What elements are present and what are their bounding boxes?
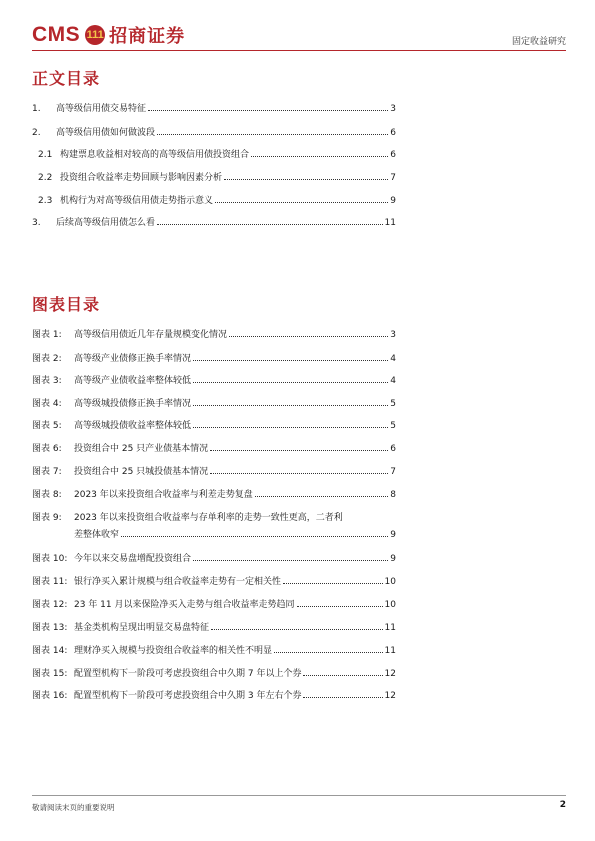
toc-leader-dots xyxy=(193,405,388,406)
figure-entry-page: 11 xyxy=(384,646,396,656)
figure-entry-number: 图表 7: xyxy=(32,467,62,477)
footer-disclaimer: 敬请阅读末页的重要说明 xyxy=(32,803,115,812)
figure-entry[interactable] xyxy=(32,395,396,409)
figure-entry-title: 今年以来交易盘增配投资组合 xyxy=(74,554,192,564)
figure-entry-number: 图表 8: xyxy=(32,490,62,500)
toc-entry-number: 2.2 xyxy=(38,173,53,183)
toc-leader-dots xyxy=(251,156,388,157)
figure-entry-page: 4 xyxy=(390,354,396,364)
toc-entry-title: 高等级信用债交易特征 xyxy=(56,104,147,114)
figure-list-title: 图表目录 xyxy=(32,295,101,314)
figure-entry-title: 配置型机构下一阶段可考虑投资组合中久期 7 年以上个券 xyxy=(74,669,302,679)
toc-leader-dots xyxy=(211,629,383,630)
figure-entry-page: 5 xyxy=(390,421,396,431)
figure-entry[interactable] xyxy=(32,417,396,431)
figure-entry-title: 基金类机构呈现出明显交易盘特征 xyxy=(74,623,210,633)
footer-divider xyxy=(32,795,566,796)
figure-entry-number: 图表 11: xyxy=(32,577,68,587)
figure-entry-title: 配置型机构下一阶段可考虑投资组合中久期 3 年左右个券 xyxy=(74,691,302,701)
figure-entry[interactable] xyxy=(32,350,396,364)
figure-entry-title: 高等级城投债收益率整体较低 xyxy=(74,421,192,431)
toc-entry-title: 高等级信用债如何做波段 xyxy=(56,128,156,138)
toc-leader-dots xyxy=(157,224,383,225)
figure-entry-title: 高等级产业债收益率整体较低 xyxy=(74,376,192,386)
figure-entry[interactable] xyxy=(32,642,396,656)
toc-title: 正文目录 xyxy=(32,69,101,88)
toc-entry-title: 机构行为对高等级信用债走势指示意义 xyxy=(60,196,214,206)
toc-leader-dots xyxy=(193,360,388,361)
toc-leader-dots xyxy=(215,202,388,203)
figure-entry-title: 投资组合中 25 只城投债基本情况 xyxy=(74,467,209,477)
figure-entry-number: 图表 10: xyxy=(32,554,68,564)
figure-entry-title: 理财净买入规模与投资组合收益率的相关性不明显 xyxy=(74,646,273,656)
figure-entry-title: 2023 年以来投资组合收益率与利差走势复盘 xyxy=(74,490,253,500)
toc-leader-dots xyxy=(210,473,388,474)
toc-leader-dots xyxy=(303,697,382,698)
figure-entry-page: 8 xyxy=(390,490,396,500)
figure-entry-number: 图表 14: xyxy=(32,646,68,656)
figure-entry-page: 12 xyxy=(384,691,396,701)
figure-entry-title: 2023 年以来投资组合收益率与存单利率的走势一致性更高，二者利 xyxy=(74,513,343,523)
cms-logo xyxy=(32,22,185,48)
page-header xyxy=(32,18,566,48)
figure-entry-page: 12 xyxy=(384,669,396,679)
figure-entry-number: 图表 4: xyxy=(32,399,62,409)
figure-entry[interactable] xyxy=(32,619,396,633)
toc-leader-dots xyxy=(193,382,388,383)
figure-entry[interactable] xyxy=(32,510,396,542)
figure-entry-number: 图表 9: xyxy=(32,513,62,523)
page-number: 2 xyxy=(559,800,566,810)
toc-leader-dots xyxy=(121,536,388,537)
figure-entry[interactable] xyxy=(32,326,396,340)
toc-entry-number: 2.3 xyxy=(38,196,53,206)
figure-entry-number: 图表 15: xyxy=(32,669,68,679)
figure-entry[interactable] xyxy=(32,596,396,610)
figure-entry-number: 图表 16: xyxy=(32,691,68,701)
toc-entry-number: 3. xyxy=(32,218,41,228)
figure-entry-title: 高等级信用债近几年存量规模变化情况 xyxy=(74,330,228,340)
figure-entry-title-cont: 差整体收窄 xyxy=(74,530,120,540)
figure-entry[interactable] xyxy=(32,665,396,679)
toc-leader-dots xyxy=(224,179,388,180)
toc-entry-page: 7 xyxy=(390,173,396,183)
toc-leader-dots xyxy=(229,336,388,337)
toc-entry-page: 6 xyxy=(390,128,396,138)
figure-entry-number: 图表 13: xyxy=(32,623,68,633)
toc-entry-page: 9 xyxy=(390,196,396,206)
toc-entry[interactable] xyxy=(32,146,396,160)
figure-entry-number: 图表 3: xyxy=(32,376,62,386)
toc-entry-number: 2.1 xyxy=(38,150,53,160)
toc-entry[interactable] xyxy=(32,100,396,114)
toc-leader-dots xyxy=(283,583,383,584)
toc-leader-dots xyxy=(274,652,383,653)
figure-entry-number: 图表 6: xyxy=(32,444,62,454)
logo-badge-icon: 111 xyxy=(85,25,105,45)
figure-entry-number: 图表 12: xyxy=(32,600,68,610)
toc-leader-dots xyxy=(157,134,388,135)
toc-entry-title: 构建票息收益相对较高的高等级信用债投资组合 xyxy=(60,150,250,160)
toc-leader-dots xyxy=(210,450,388,451)
toc-entry-number: 1. xyxy=(32,104,41,114)
header-divider xyxy=(32,50,566,51)
toc-entry[interactable] xyxy=(32,124,396,138)
figure-entry-number: 图表 2: xyxy=(32,354,62,364)
toc-entry-page: 6 xyxy=(390,150,396,160)
figure-entry-title: 银行净买入累计规模与组合收益率走势有一定相关性 xyxy=(74,577,282,587)
figure-entry-page: 11 xyxy=(384,623,396,633)
figure-entry-number: 图表 1: xyxy=(32,330,62,340)
toc-leader-dots xyxy=(193,427,388,428)
figure-entry[interactable] xyxy=(32,687,396,701)
figure-entry[interactable] xyxy=(32,573,396,587)
figure-entry[interactable] xyxy=(32,372,396,386)
figure-entry-title: 高等级城投债修正换手率情况 xyxy=(74,399,192,409)
figure-entry-page: 7 xyxy=(390,467,396,477)
figure-entry[interactable] xyxy=(32,486,396,500)
toc-leader-dots xyxy=(297,606,383,607)
figure-entry-page: 5 xyxy=(390,399,396,409)
toc-leader-dots xyxy=(303,675,382,676)
toc-entry-title: 投资组合收益率走势回顾与影响因素分析 xyxy=(60,173,223,183)
figure-entry-page: 10 xyxy=(384,577,396,587)
logo-company-name: 招商证券 xyxy=(109,26,186,47)
figure-entry[interactable] xyxy=(32,440,396,454)
figure-entry-title: 投资组合中 25 只产业债基本情况 xyxy=(74,444,209,454)
figure-entry[interactable] xyxy=(32,463,396,477)
toc-entry-page: 11 xyxy=(384,218,396,228)
toc-entry[interactable] xyxy=(32,169,396,183)
toc-entry-number: 2. xyxy=(32,128,41,138)
figure-entry-page: 6 xyxy=(390,444,396,454)
figure-entry-number: 图表 5: xyxy=(32,421,62,431)
toc-entry[interactable] xyxy=(32,214,396,228)
toc-leader-dots xyxy=(193,560,388,561)
toc-entry-title: 后续高等级信用债怎么看 xyxy=(56,218,156,228)
figure-entry-title: 23 年 11 月以来保险净买入走势与组合收益率走势趋同 xyxy=(74,600,295,610)
toc-entry[interactable] xyxy=(32,192,396,206)
figure-entry-page: 4 xyxy=(390,376,396,386)
figure-entry-line1 xyxy=(32,510,343,523)
figure-entry-line2 xyxy=(74,526,396,540)
figure-entry-page: 10 xyxy=(384,600,396,610)
figure-entry-page: 3 xyxy=(390,330,396,340)
report-category: 固定收益研究 xyxy=(511,37,566,47)
toc-leader-dots xyxy=(255,496,388,497)
toc-leader-dots xyxy=(148,110,388,111)
toc-entry-page: 3 xyxy=(390,104,396,114)
figure-entry-page: 9 xyxy=(390,554,396,564)
figure-entry[interactable] xyxy=(32,550,396,564)
figure-entry-page: 9 xyxy=(390,530,396,540)
figure-entry-title: 高等级产业债修正换手率情况 xyxy=(74,354,192,364)
logo-cms-text: CMS xyxy=(32,23,81,46)
